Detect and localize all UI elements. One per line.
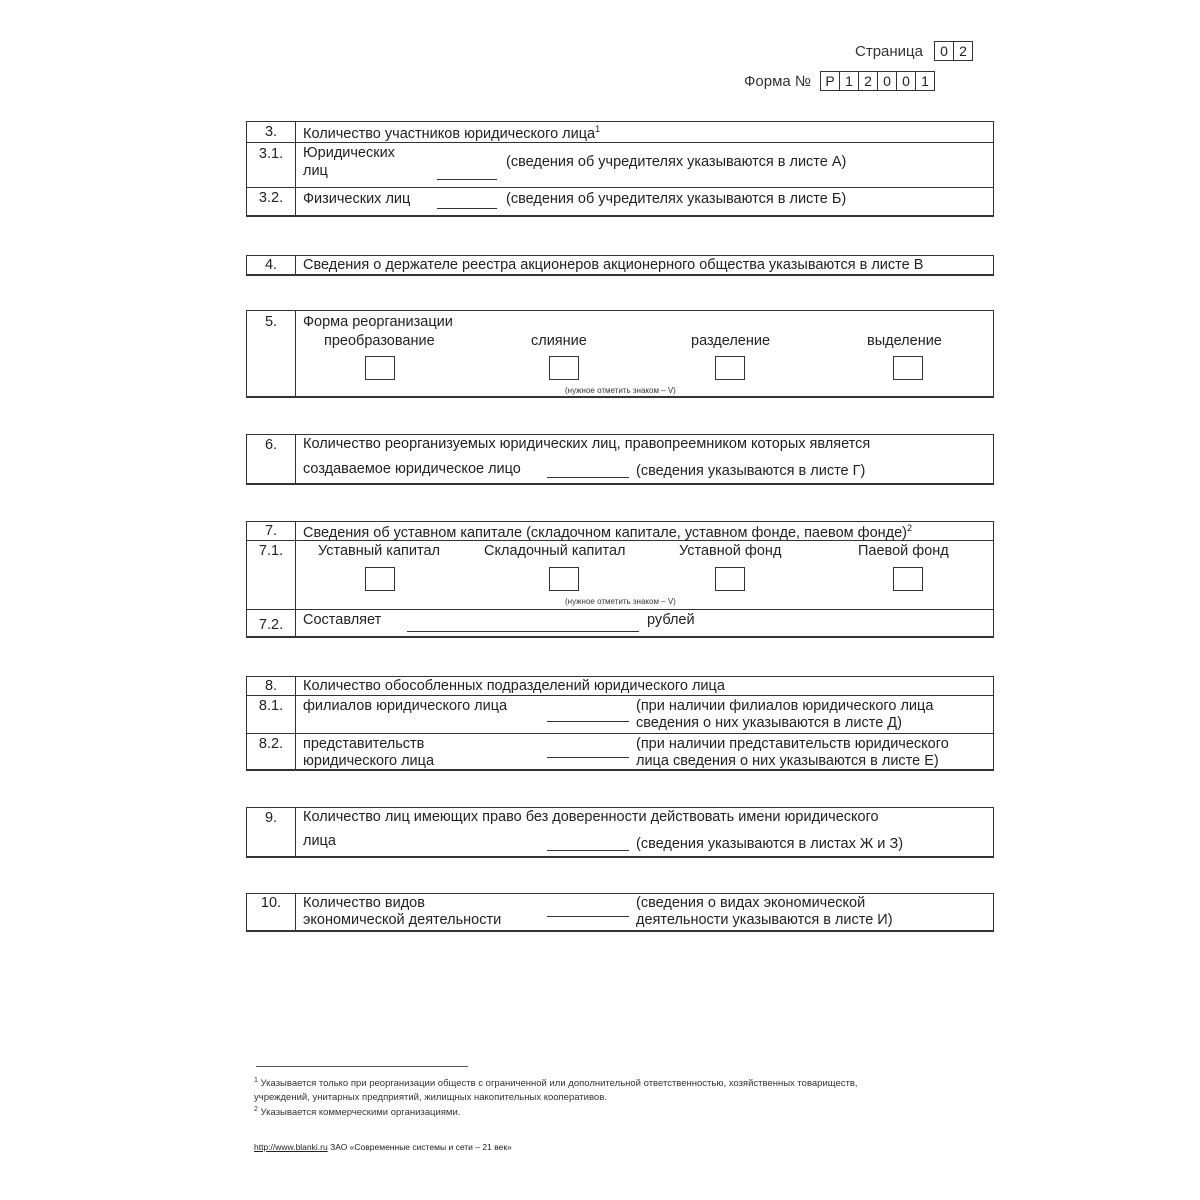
row-note: сведения о них указываются в листе Д) xyxy=(636,715,902,731)
section-title: Количество участников юридического лица$^1$ xyxy=(303,124,601,142)
page-footer xyxy=(254,1142,512,1152)
row-note: (сведения об учредителях указываются в листе Б) xyxy=(506,191,847,207)
row-label: филиалов юридического лица xyxy=(303,698,508,714)
individuals-count-field[interactable] xyxy=(437,208,497,209)
form-label: Форма № xyxy=(744,73,812,90)
row-number: 7.2. xyxy=(258,617,284,633)
row-number: 8.2. xyxy=(258,736,284,752)
row-number: 3.1. xyxy=(258,146,284,162)
section-number: 5. xyxy=(264,314,278,330)
section-number: 4. xyxy=(264,257,278,273)
row-note: лица сведения о них указываются в листе Е) xyxy=(636,753,939,769)
footnote-divider xyxy=(256,1066,468,1067)
section-7 xyxy=(246,521,994,638)
footer-link[interactable]: http://www.blanki.ru xyxy=(254,1142,328,1152)
branches-count-field[interactable] xyxy=(547,721,629,722)
option-checkbox-mutual-fund[interactable] xyxy=(893,567,923,591)
mark-hint: (нужное отметить знаком – V) xyxy=(565,597,676,606)
section-text: Количество видов xyxy=(303,895,425,911)
option-checkbox-charter-fund[interactable] xyxy=(715,567,745,591)
footnote-ref-1: 1 xyxy=(595,124,601,134)
option-checkbox-share-capital[interactable] xyxy=(549,567,579,591)
section-note: (сведения указываются в листе Г) xyxy=(636,463,866,479)
section-text: лица xyxy=(303,833,336,849)
legal-entities-count-field[interactable] xyxy=(437,179,497,180)
row-number: 7.1. xyxy=(258,543,284,559)
option-checkbox-merger[interactable] xyxy=(549,356,579,380)
option-label: Уставный капитал xyxy=(318,543,440,559)
section-8 xyxy=(246,676,994,771)
section-note: (сведения о видах экономической xyxy=(636,895,866,911)
representative-offices-count-field[interactable] xyxy=(547,757,629,758)
row-label: представительств xyxy=(303,736,425,752)
section-6 xyxy=(246,434,994,485)
option-label: Паевой фонд xyxy=(858,543,949,559)
row-label: Физических лиц xyxy=(303,191,411,207)
footnote-2: $^2$ Указывается коммерческими организациями. xyxy=(254,1106,461,1119)
authorized-persons-count-field[interactable] xyxy=(547,850,629,851)
section-text: Количество лиц имеющих право без доверенности действовать имени юридического xyxy=(303,809,879,825)
form-digit: Р xyxy=(825,73,835,89)
reorganized-entities-count-field[interactable] xyxy=(547,477,629,478)
section-number: 6. xyxy=(264,437,278,453)
page-number-cells xyxy=(934,41,973,61)
option-checkbox-division[interactable] xyxy=(715,356,745,380)
section-5 xyxy=(246,310,994,398)
row-label: Юридических xyxy=(303,145,395,161)
footer-text: ЗАО «Современные системы и сети – 21 век» xyxy=(330,1142,512,1152)
section-number: 3. xyxy=(264,124,278,140)
section-number: 9. xyxy=(264,810,278,826)
option-checkbox-separation[interactable] xyxy=(893,356,923,380)
section-text: экономической деятельности xyxy=(303,912,502,928)
section-text: создаваемое юридическое лицо xyxy=(303,461,521,477)
section-number: 8. xyxy=(264,678,278,694)
section-number: 10. xyxy=(260,895,282,911)
section-text: Количество реорганизуемых юридических лиц, правопреемником которых является xyxy=(303,436,871,452)
form-digit: 2 xyxy=(858,72,877,90)
form-number-cells xyxy=(820,71,935,91)
activity-types-count-field[interactable] xyxy=(547,916,629,917)
capital-amount-field[interactable] xyxy=(407,631,639,632)
mark-hint: (нужное отметить знаком – V) xyxy=(565,386,676,395)
option-label: Уставной фонд xyxy=(679,543,782,559)
section-9 xyxy=(246,807,994,858)
form-digit: 1 xyxy=(915,72,934,90)
section-4 xyxy=(246,255,994,276)
section-title: Сведения об уставном капитале (складочном капитале, уставном фонде, паевом фонде)$^2$ xyxy=(303,523,913,541)
form-digit: 0 xyxy=(896,72,915,90)
footnote-1: $^1$ Указывается только при реорганизации обществ с ограниченной или дополнительной ответственностью, хозяйственных товариществ, учреждений, унитарных предприятий, жилищных накопительных кооперативов. xyxy=(254,1077,858,1104)
row-note: (сведения об учредителях указываются в листе А) xyxy=(506,154,847,170)
row-number: 8.1. xyxy=(258,698,284,714)
page-digit[interactable]: 2 xyxy=(953,42,972,60)
section-number: 7. xyxy=(264,523,278,539)
section-title: Сведения о держателе реестра акционеров акционерного общества указываются в листе В xyxy=(303,257,924,273)
footnote-ref-2: 2 xyxy=(907,523,913,533)
section-3 xyxy=(246,121,994,217)
option-checkbox-charter-capital[interactable] xyxy=(365,567,395,591)
option-label: разделение xyxy=(691,333,771,349)
row-label: лиц xyxy=(303,163,328,179)
form-digit: 0 xyxy=(877,72,896,90)
page-digit[interactable]: 0 xyxy=(940,43,948,59)
row-number: 3.2. xyxy=(258,190,284,206)
form-digit: 1 xyxy=(839,72,858,90)
section-note: деятельности указываются в листе И) xyxy=(636,912,893,928)
section-title: Количество обособленных подразделений юридического лица xyxy=(303,678,725,694)
section-10 xyxy=(246,893,994,932)
row-unit: рублей xyxy=(647,612,695,628)
row-label: юридического лица xyxy=(303,753,435,769)
option-label: выделение xyxy=(867,333,942,349)
option-checkbox-transformation[interactable] xyxy=(365,356,395,380)
row-note: (при наличии филиалов юридического лица xyxy=(636,698,934,714)
row-label: Составляет xyxy=(303,612,382,628)
option-label: преобразование xyxy=(324,333,435,349)
section-title: Форма реорганизации xyxy=(303,314,453,330)
row-note: (при наличии представительств юридического xyxy=(636,736,949,752)
section-note: (сведения указываются в листах Ж и З) xyxy=(636,836,904,852)
page-label: Страница xyxy=(855,43,923,60)
option-label: Складочный капитал xyxy=(484,543,626,559)
option-label: слияние xyxy=(531,333,587,349)
